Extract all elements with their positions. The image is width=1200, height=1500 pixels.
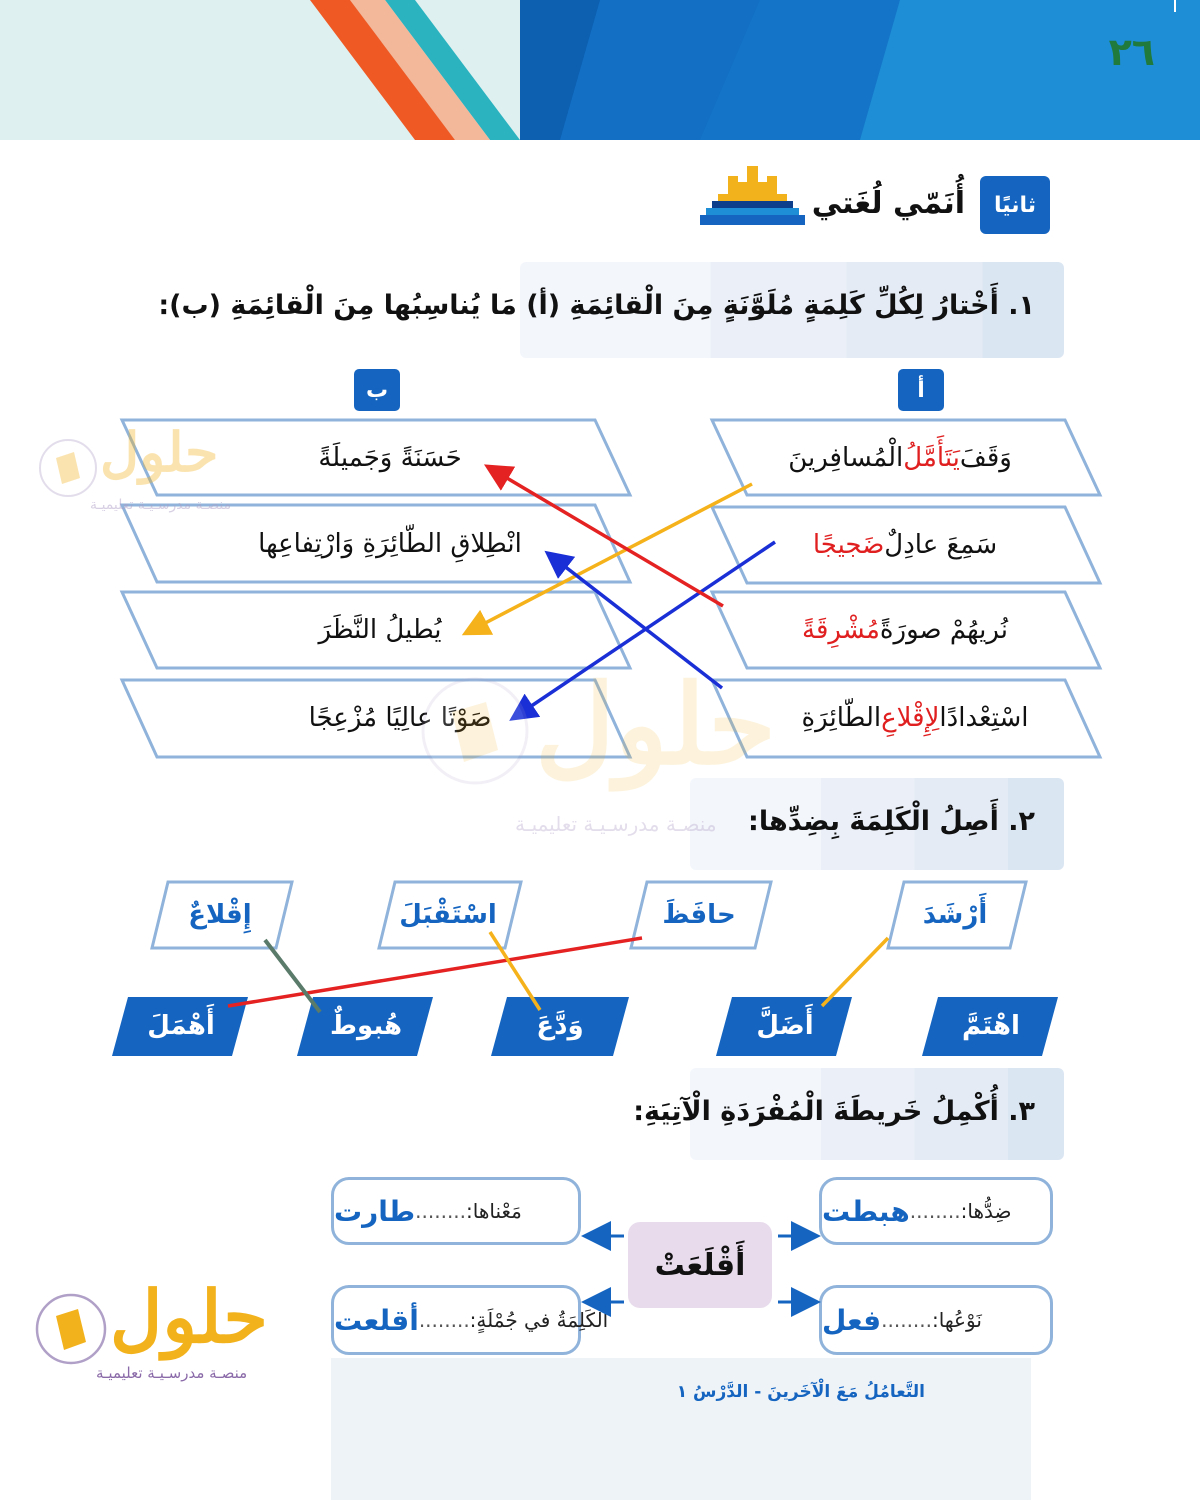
list-a-text: الطّائِرَةِ <box>801 703 882 733</box>
list-b-item: صَوْتًا عالِيًا مُزْعِجًا <box>308 703 492 733</box>
sentence-answer: أقلعت <box>334 1303 419 1337</box>
center-word: أَقْلَعَتْ <box>628 1222 772 1308</box>
watermark-logo: حلول <box>100 420 219 484</box>
top-word: أَرْشَدَ <box>922 900 988 930</box>
meaning-answer: طارت <box>334 1194 416 1228</box>
opposite-dots: ........ <box>909 1199 961 1223</box>
section-badge: ثانيًا <box>980 176 1050 234</box>
q2-instruction: ٢. أَصِلُ الْكَلِمَةَ بِضِدِّها: <box>748 806 1035 837</box>
list-a-highlight: مُشْرِقَةً <box>802 615 880 645</box>
watermark-tagline: منصـة مدرسـيـة تعليميـة <box>90 497 232 513</box>
top-word: اسْتَقْبَلَ <box>399 900 497 930</box>
book-icon <box>34 1292 108 1366</box>
top-word: حافَظَ <box>662 900 736 930</box>
bottom-word: اهْتَمَّ <box>962 1011 1020 1041</box>
bottom-word: هُبوطٌ <box>330 1011 402 1041</box>
footer-lesson: التَّعامُلُ مَعَ الْآخَرينَ - الدَّرْسُ ١ <box>676 1382 925 1402</box>
section-title: أُنَمّي لُغَتي <box>811 186 965 221</box>
watermark-tagline: منصـة مدرسـيـة تعليميـة <box>96 1364 248 1382</box>
list-a-text: نُريهُمْ صورَةً <box>879 615 1008 645</box>
watermark-bottom <box>34 1292 108 1370</box>
list-a-highlight: يَتَأَمَّلُ <box>903 443 960 473</box>
meaning-label: مَعْناها: <box>466 1199 522 1223</box>
list-a-text: وَقَفَ <box>959 443 1012 473</box>
column-a-badge: أ <box>898 369 944 411</box>
bottom-word: أَهْمَلَ <box>147 1011 215 1041</box>
list-b-item: انْطِلاقِ الطّائِرَةِ وَارْتِفاعِها <box>258 529 522 559</box>
bottom-panel <box>331 1358 1031 1500</box>
bottom-word: وَدَّعَ <box>536 1011 584 1041</box>
list-b-item: حَسَنَةً وَجَميلَةً <box>318 443 462 473</box>
book-icon <box>420 676 530 786</box>
list-a-text: الْمُسافِرينَ <box>788 443 904 473</box>
sentence-dots: ........ <box>418 1308 470 1332</box>
watermark-center <box>420 676 530 790</box>
bottom-word: أَضَلَّ <box>756 1011 814 1041</box>
list-a-highlight: لِإِقْلاعِ <box>881 703 940 733</box>
type-dots: ........ <box>881 1308 932 1332</box>
watermark-logo: حلول <box>110 1274 268 1359</box>
watermark-logo: حلول <box>535 660 777 789</box>
q3-instruction: ٣. أُكْمِلُ خَريطَةَ الْمُفْرَدَةِ الْآتِيَةِ: <box>633 1096 1035 1127</box>
opposite-answer: هبطت <box>822 1194 910 1228</box>
top-word: إِقْلاعٌ <box>188 900 252 930</box>
watermark-tagline: منصـة مدرسـيـة تعليميـة <box>515 812 717 836</box>
list-b-item: يُطيلُ النَّظَرَ <box>318 615 442 645</box>
q1-instruction: ١. أَخْتارُ لِكُلِّ كَلِمَةٍ مُلَوَّنَةٍ مِنَ الْقائِمَةِ (أ) مَا يُناسِبُها مِنَ الْقائِمَةِ (ب): <box>158 290 1035 321</box>
type-label: نَوْعُها: <box>932 1308 982 1332</box>
list-a-text: اسْتِعْدادًا <box>939 703 1029 733</box>
list-a-highlight: ضَجيجًا <box>812 530 885 560</box>
meaning-dots: ........ <box>415 1199 467 1223</box>
type-answer: فعل <box>822 1303 882 1337</box>
watermark-top <box>38 438 98 502</box>
book-icon <box>38 438 98 498</box>
sentence-label: الْكَلِمَةُ في جُمْلَةٍ: <box>469 1308 609 1332</box>
opposite-label: ضِدُّها: <box>960 1199 1012 1223</box>
list-a-text: سَمِعَ عادِلٌ <box>884 530 998 560</box>
page-number: ٢٦ <box>1108 30 1155 74</box>
column-b-badge: ب <box>354 369 400 411</box>
